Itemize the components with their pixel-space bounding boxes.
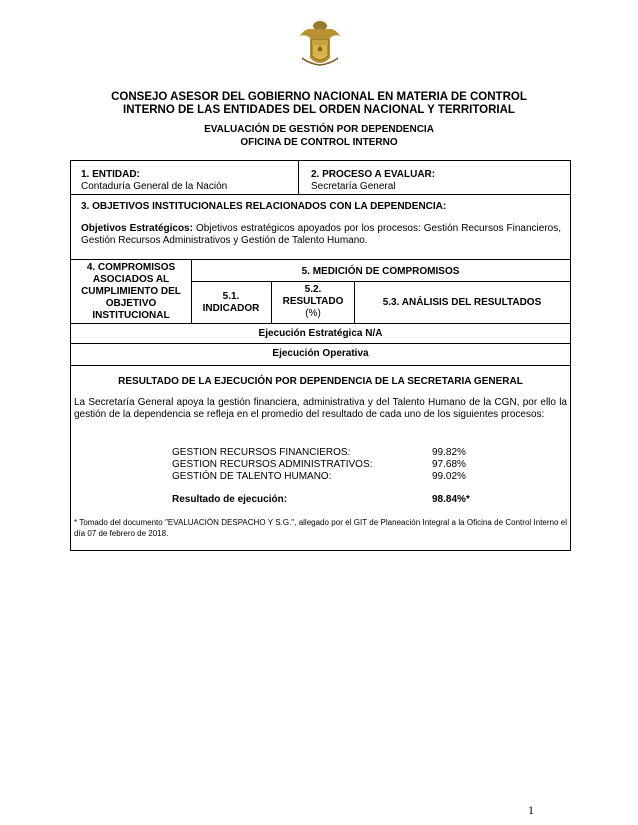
objectives-paragraph bbox=[81, 223, 561, 247]
subtitle-line-2: OFICINA DE CONTROL INTERNO bbox=[240, 136, 398, 148]
entity-cell bbox=[81, 169, 296, 193]
objectives-lead: Objetivos Estratégicos: bbox=[81, 223, 193, 234]
col-resultado-header bbox=[273, 284, 353, 320]
total-label: Resultado de ejecución: bbox=[172, 494, 288, 505]
process-label: 2. PROCESO A EVALUAR: bbox=[311, 169, 436, 180]
process-value-3: 99.02% bbox=[432, 471, 466, 482]
result-paragraph: La Secretaría General apoya la gestión financiera, administrativa y del Talento Humano de la CGN, por ello la gestión de la dependencia se refleja en el promedio del resultado de cada uno de los siguientes procesos: bbox=[74, 397, 567, 420]
row-ejecucion-operativa: Ejecución Operativa bbox=[272, 348, 369, 359]
process-name-2: GESTION RECURSOS ADMINISTRATIVOS: bbox=[172, 459, 373, 470]
subtitle-line-1: EVALUACIÓN DE GESTIÓN POR DEPENDENCIA bbox=[204, 124, 434, 135]
objectives-text: Objetivos estratégicos apoyados por los procesos: Gestión Recursos Financieros, Gestión Recursos Administrativos y Gestión de Talento Humano. bbox=[81, 223, 562, 246]
col-resultado-label: 5.2. RESULTADO bbox=[282, 284, 344, 307]
entity-value: Contaduría General de la Nación bbox=[81, 181, 228, 192]
result-title: RESULTADO DE LA EJECUCIÓN POR DEPENDENCIA DE LA SECRETARIA GENERAL bbox=[118, 376, 523, 387]
col-analisis-header: 5.3. ANÁLISIS DEL RESULTADOS bbox=[382, 297, 542, 308]
title-line-2: INTERNO DE LAS ENTIDADES DEL ORDEN NACIONAL Y TERRITORIAL bbox=[123, 104, 515, 116]
process-value-1: 99.82% bbox=[432, 447, 466, 458]
evaluation-form bbox=[70, 160, 571, 551]
process-value-2: 97.68% bbox=[432, 459, 466, 470]
col-indicador-header: 5.1. INDICADOR bbox=[202, 291, 260, 314]
coat-of-arms-seal-icon bbox=[296, 18, 344, 70]
process-name-1: GESTION RECURSOS FINANCIEROS: bbox=[172, 447, 351, 458]
process-name-3: GESTIÓN DE TALENTO HUMANO: bbox=[172, 471, 332, 482]
document-subtitle bbox=[0, 124, 638, 149]
page-number: 1 bbox=[528, 803, 534, 817]
row-ejecucion-estrategica: Ejecución Estratégica N/A bbox=[258, 328, 383, 339]
col-resultado-unit: (%) bbox=[305, 308, 321, 319]
col-compromisos-header: 4. COMPROMISOS ASOCIADOS AL CUMPLIMIENTO DEL OBJETIVO INSTITUCIONAL bbox=[81, 262, 181, 321]
footnote: * Tomado del documento "EVALUACIÓN DESPACHO Y S.G.", allegado por el GIT de Planeación Integral a la Oficina de Control Interno el día 07 de febrero de 2018. bbox=[74, 518, 567, 538]
objectives-title: 3. OBJETIVOS INSTITUCIONALES RELACIONADOS CON LA DEPENDENCIA: bbox=[81, 201, 447, 212]
process-cell bbox=[311, 169, 566, 193]
title-line-1: CONSEJO ASESOR DEL GOBIERNO NACIONAL EN MATERIA DE CONTROL bbox=[111, 91, 527, 103]
entity-label: 1. ENTIDAD: bbox=[81, 169, 140, 180]
total-value: 98.84%* bbox=[432, 494, 470, 505]
document-title bbox=[0, 91, 638, 117]
process-value: Secretaría General bbox=[311, 181, 396, 192]
col-medicion-header: 5. MEDICIÓN DE COMPROMISOS bbox=[301, 266, 460, 277]
